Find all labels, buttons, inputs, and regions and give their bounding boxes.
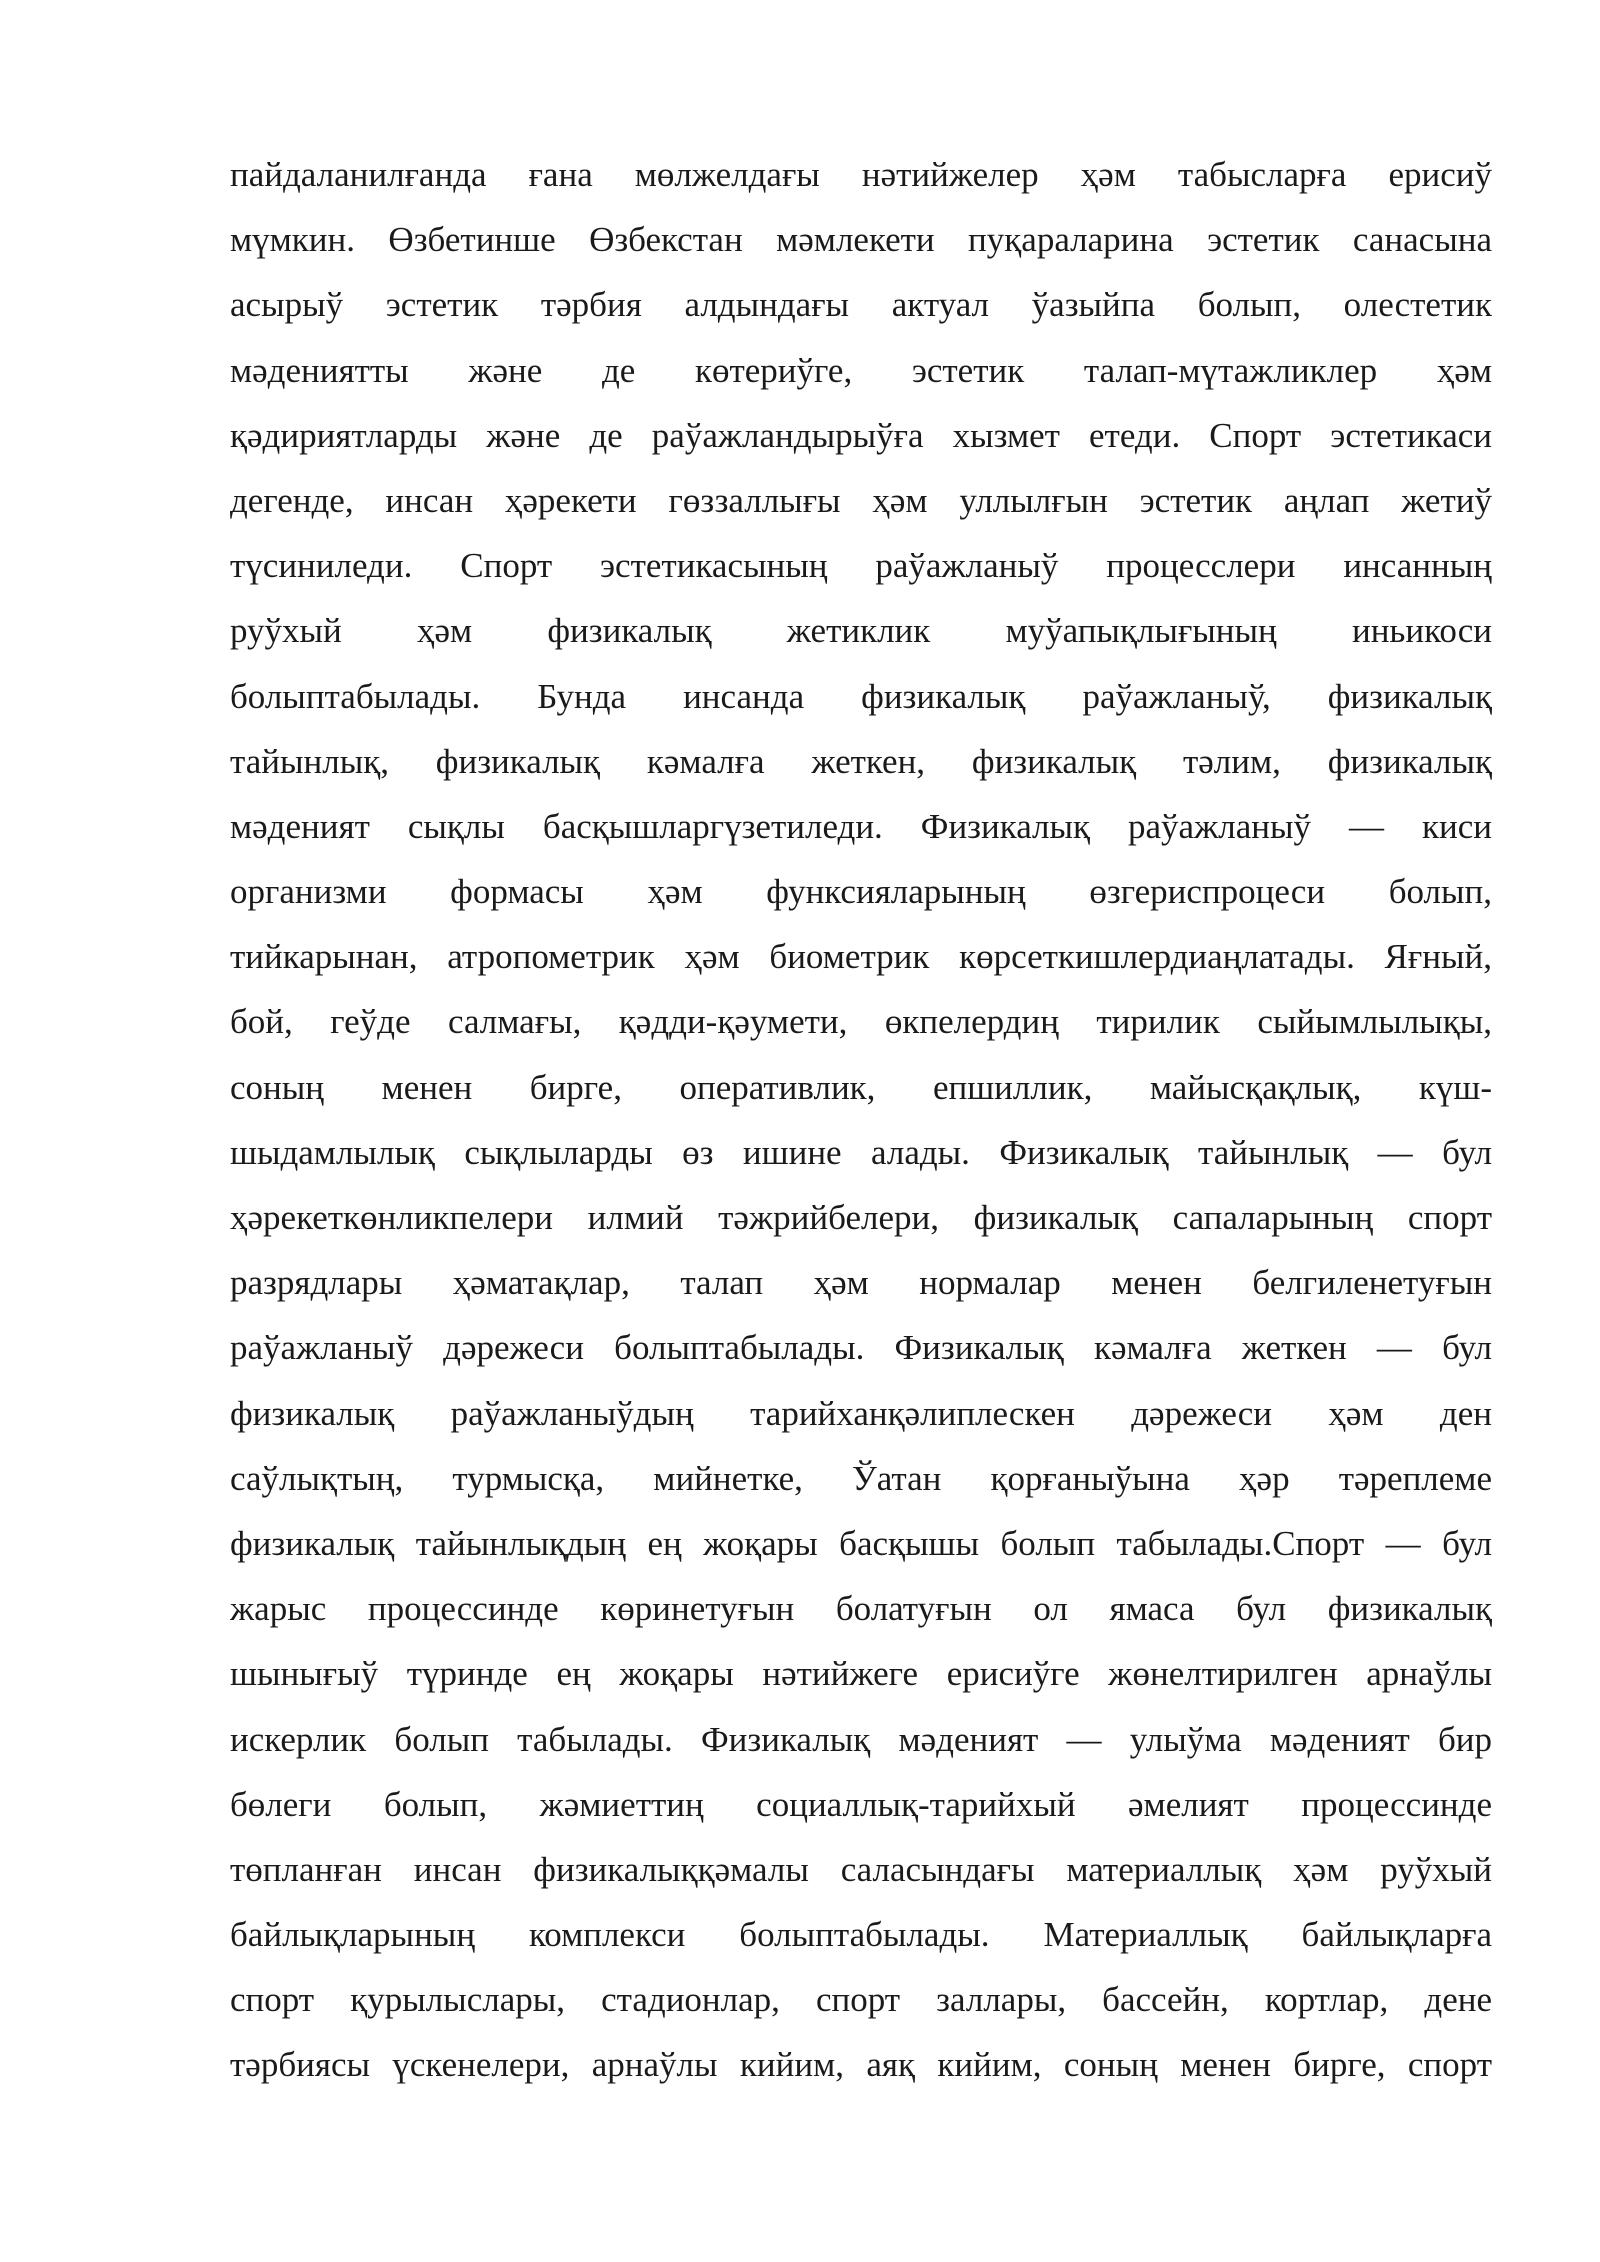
text-line: пайдаланилғанда ғана мөлжелдағы нәтийжелер ҳәм табысларға ерисиў	[230, 155, 1492, 194]
text-line: физикалық тайынлықдың ең жоқары басқышы болып табылады.Спорт — бул	[230, 1523, 1492, 1563]
text-line: асырыў эстетик тәрбия алдындағы актуал ўазыйпа болып, олестетик	[230, 285, 1492, 325]
text-line: соның менен бирге, оперативлик, епшиллик, майысқақлық, күш-	[230, 1067, 1492, 1107]
text-line: спорт қурылыслары, стадионлар, спорт заллары, бассейн, кортлар, дене	[230, 1980, 1492, 2020]
text-line: искерлик болып табылады. Физикалық мәдeният — улыўма мәдeният бир	[230, 1719, 1492, 1759]
text-line: шынығыў түринде ең жоқары нәтийжеге ерисиўге жөнелтирилген арнаўлы	[230, 1654, 1492, 1694]
text-line: тәрбиясы үскенелери, арнаўлы кийим, аяқ кийим, соның менен бирге, спорт	[230, 2045, 1492, 2085]
text-line: дегенде, инсан ҳәрекети гөззаллығы ҳәм уллылғын эстетик аңлап жетиў	[230, 480, 1492, 520]
body-text	[230, 142, 1492, 2098]
text-line: физикалық раўажланыўдың тарийханқәлиплескен дәрежеси ҳәм ден	[230, 1393, 1492, 1433]
text-line: бой, геўде салмағы, қәдди-қәумети, өкпелердиң тирилик сыйымлылықы,	[230, 1002, 1492, 1042]
text-line: болыптабылады. Бунда инсанда физикалық раўажланыў, физикалық	[230, 676, 1492, 716]
text-line: тийкарынан, атропометрик ҳәм биометрик көрсеткишлердиаңлатады. Яғный,	[230, 937, 1492, 977]
text-line: мәдениятты және де көтериўге, эстетик талап-мүтажликлер ҳәм	[230, 350, 1492, 390]
text-line: жарыс процессинде көринетуғын болатуғын ол ямаса бул физикалық	[230, 1589, 1492, 1629]
text-line: шыдамлылық сықлыларды өз ишине алады. Физикалық тайынлық — бул	[230, 1132, 1492, 1172]
text-line: бөлеги болып, жәмиеттиң социаллық-тарийхый әмелият процессинде	[230, 1784, 1492, 1824]
text-line: руўхый ҳәм физикалық жетиклик муўапықлығының иньикоси	[230, 611, 1492, 651]
text-line: разрядлары ҳәматақлар, талап ҳәм нормалар менен белгиленетуғын	[230, 1263, 1492, 1303]
text-line: раўажланыў дәрежеси болыптабылады. Физикалық кәмалға жеткен — бул	[230, 1328, 1492, 1368]
text-line: организми формасы ҳәм функсияларының өзгериспроцеси болып,	[230, 872, 1492, 912]
text-line: мәдeният сықлы басқышларгүзетиледи. Физикалық раўажланыў — киси	[230, 806, 1492, 846]
text-line: мүмкин. Өзбетинше Өзбекстан мәмлекети пуқараларина эстетик санасына	[230, 220, 1492, 260]
text-line: қәдириятларды және де раўажландырыўға хызмет етеди. Спорт эстетикаси	[230, 415, 1492, 455]
text-line: тайынлық, физикалық кәмалға жеткен, физикалық тәлим, физикалық	[230, 741, 1492, 781]
text-line: байлықларының комплекси болыптабылады. Материаллық байлықларға	[230, 1915, 1492, 1955]
text-line: төпланған инсан физикалыққәмалы саласындағы материаллық ҳәм руўхый	[230, 1849, 1492, 1889]
text-line: түсиниледи. Спорт эстетикасының раўажланыў процесслери инсанның	[230, 546, 1492, 586]
text-line: ҳәрекеткөнликпелери илмий тәжрийбелери, физикалық сапаларының спорт	[230, 1198, 1492, 1237]
text-line: саўлықтың, турмысқа, мийнетке, Ўатан қорғаныўына ҳәр тәреплеме	[230, 1458, 1492, 1498]
